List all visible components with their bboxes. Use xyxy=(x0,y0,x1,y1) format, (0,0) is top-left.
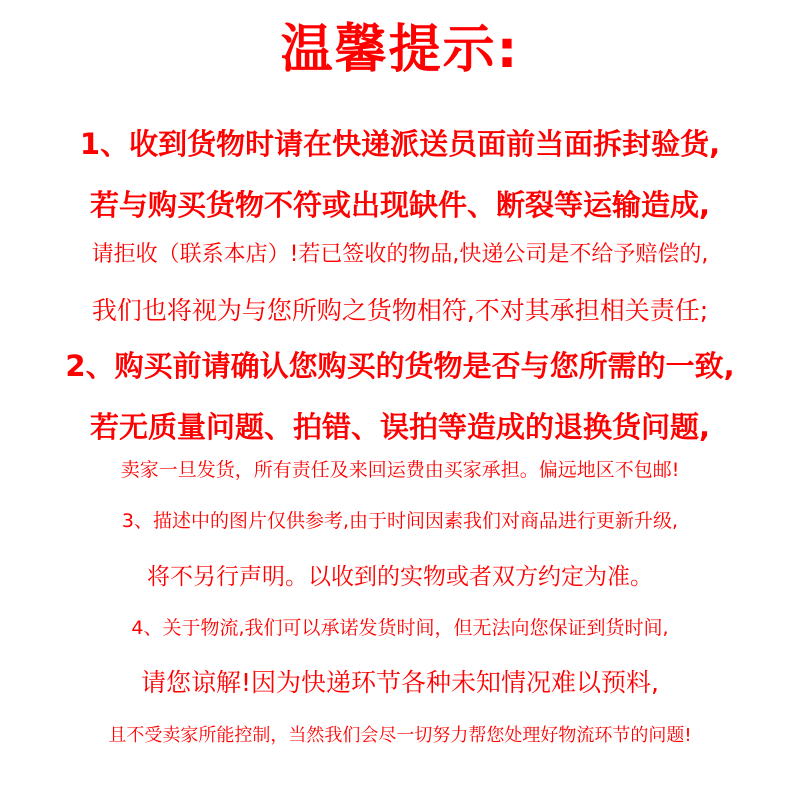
notice-line-8: 3、描述中的图片仅供参考,由于时间因素我们对商品进行更新升级, xyxy=(121,510,679,532)
notice-line-3: 请拒收（联系本店）!若已签收的物品,快递公司是不给予赔偿的, xyxy=(91,242,709,267)
notice-line-10: 4、关于物流,我们可以承诺发货时间，但无法向您保证到货时间, xyxy=(131,617,669,639)
notice-line-12: 且不受卖家所能控制，当然我们会尽一切努力帮您处理好物流环节的问题! xyxy=(108,725,692,746)
notice-line-4: 我们也将视为与您所购之货物相符,不对其承担相关责任; xyxy=(91,296,709,325)
notice-line-2: 若与购买货物不符或出现缺件、断裂等运输造成, xyxy=(89,188,711,222)
notice-line-11: 请您谅解!因为快递环节各种未知情况难以预料, xyxy=(141,668,659,697)
notice-title: 温馨提示: xyxy=(280,20,520,80)
notice-line-1: 1、收到货物时请在快递派送员面前当面拆封验货, xyxy=(79,127,721,161)
notice-line-9: 将不另行声明。以收到的实物或者双方约定为准。 xyxy=(147,564,653,590)
notice-line-7: 卖家一旦发货，所有责任及来回运费由买家承担。偏远地区不包邮! xyxy=(120,459,680,481)
notice-line-6: 若无质量问题、拍错、误拍等造成的退换货问题, xyxy=(89,410,711,444)
notice-line-5: 2、购买前请确认您购买的货物是否与您所需的一致, xyxy=(65,349,735,383)
